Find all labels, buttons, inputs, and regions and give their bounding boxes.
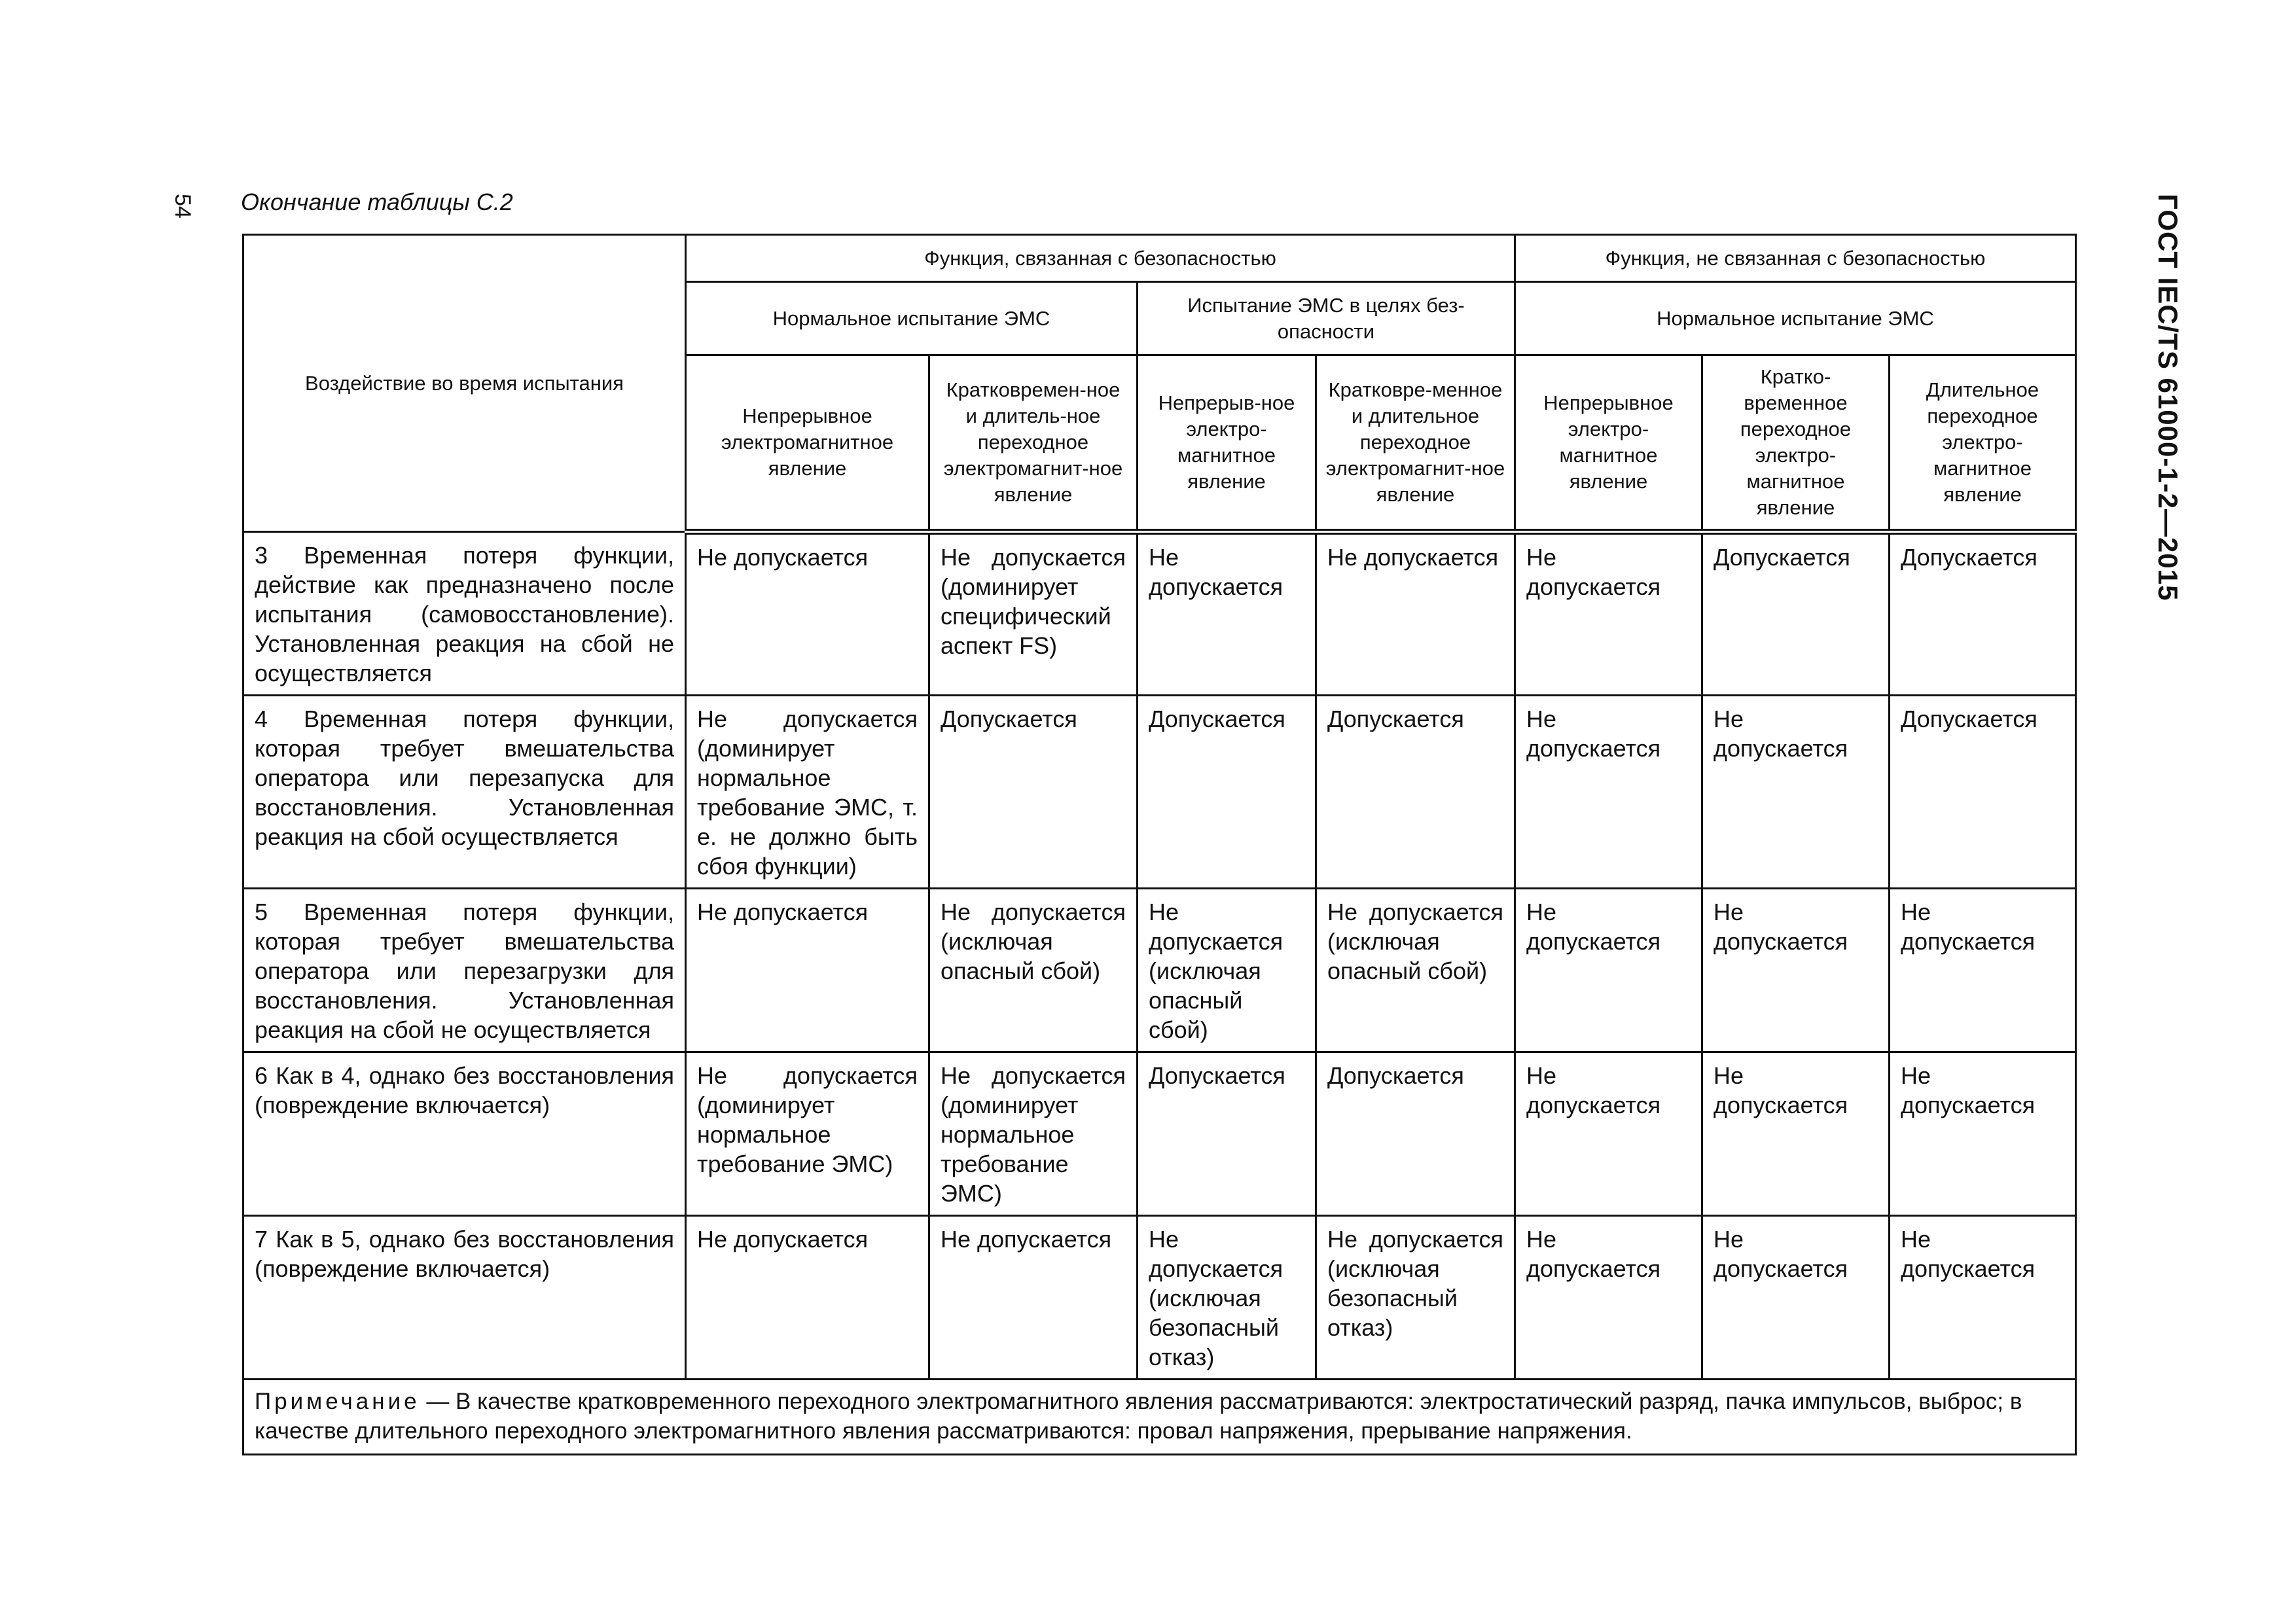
table-cell: Допускается — [929, 696, 1138, 889]
table-cell: Не допускается — [1890, 889, 2076, 1052]
header-col: Кратковре-менное и длительное переходное электромагнит-ное явление — [1316, 355, 1515, 532]
table-cell: Не допускается — [1515, 696, 1702, 889]
table-cell: Не допускается — [1515, 532, 1702, 696]
header-safety-test: Испытание ЭМС в целях без-опасности — [1138, 282, 1515, 355]
header-col: Непрерывное электромагнитное явление — [686, 355, 929, 532]
table-cell: Не допускается (доминирует специфический аспект FS) — [929, 532, 1138, 696]
table-cell: Допускается — [1138, 696, 1316, 889]
table-cell: Не допускается — [1138, 532, 1316, 696]
header-col: Длительное переходное электро-магнитное явление — [1890, 355, 2076, 532]
page-number: 54 — [170, 194, 195, 219]
table-cell: Не допускается — [1702, 696, 1890, 889]
table-cell: Допускается — [1702, 532, 1890, 696]
row-effect: 6 Как в 4, однако без восстановления (повреждение включается) — [243, 1052, 686, 1216]
header-normal-test-2: Нормальное испытание ЭМС — [1515, 282, 2076, 355]
table-cell: Не допускается — [1316, 532, 1515, 696]
table-row — [243, 1052, 2076, 1216]
table-row — [243, 1216, 2076, 1380]
table-cell: Допускается — [1316, 1052, 1515, 1216]
header-col: Кратковремен-ное и длитель-ное переходное электромагнит-ное явление — [929, 355, 1138, 532]
table-cell: Не допускается (исключая опасный сбой) — [929, 889, 1138, 1052]
table-cell: Допускается — [1138, 1052, 1316, 1216]
table-cell: Не допускается — [1890, 1052, 2076, 1216]
header-col: Непрерывное электро-магнитное явление — [1515, 355, 1702, 532]
table-note — [243, 1380, 2076, 1455]
table-cell: Допускается — [1890, 532, 2076, 696]
table-cell: Не допускается — [1702, 889, 1890, 1052]
header-group-nonsafety: Функция, не связанная с безопасностью — [1515, 235, 2076, 282]
standard-title: ГОСТ IEC/TS 61000-1-2—2015 — [2153, 194, 2183, 601]
table-row — [243, 696, 2076, 889]
table-cell: Допускается — [1316, 696, 1515, 889]
header-col: Непрерыв-ное электро-магнитное явление — [1138, 355, 1316, 532]
table-cell: Не допускается — [1702, 1052, 1890, 1216]
row-effect: 5 Временная потеря функции, которая требует вмешательства оператора или перезагрузки для восстановления. Установленная реакция на сбой не осуществляется — [243, 889, 686, 1052]
emc-table — [242, 234, 2077, 1455]
note-label: Примечание — [255, 1389, 420, 1414]
table-cell: Не допускается — [1515, 889, 1702, 1052]
table-cell: Не допускается (доминирует нормальное требование ЭМС) — [929, 1052, 1138, 1216]
table-cell: Не допускается — [686, 532, 929, 696]
table-cell: Не допускается (доминирует нормальное требование ЭМС) — [686, 1052, 929, 1216]
table-cell: Не допускается (исключая опасный сбой) — [1138, 889, 1316, 1052]
header-normal-test-1: Нормальное испытание ЭМС — [686, 282, 1138, 355]
table-cell: Не допускается — [686, 889, 929, 1052]
table-row — [243, 889, 2076, 1052]
table-cell: Допускается — [1890, 696, 2076, 889]
table-cell: Не допускается (исключая безопасный отказ) — [1316, 1216, 1515, 1380]
table-cell: Не допускается (исключая безопасный отказ) — [1138, 1216, 1316, 1380]
table-row — [243, 532, 2076, 696]
table-cell: Не допускается — [1515, 1052, 1702, 1216]
table-cell: Не допускается — [686, 1216, 929, 1380]
header-effect: Воздействие во время испытания — [243, 235, 686, 532]
row-effect: 3 Временная потеря функции, действие как предназначено после испытания (самовосстановление). Установленная реакция на сбой не осуществляется — [243, 532, 686, 696]
table-cell: Не допускается — [1515, 1216, 1702, 1380]
table-cell: Не допускается — [929, 1216, 1138, 1380]
note-text: — В качестве кратковременного переходного электромагнитного явления рассматриваются: электростатический разряд, пачка импульсов, выброс; в качестве длительного переходного электромагнитного явления рассматриваются: провал напряжения, прерывание напряжения. — [255, 1389, 2022, 1444]
table-cell: Не допускается (исключая опасный сбой) — [1316, 889, 1515, 1052]
table-cell: Не допускается (доминирует нормальное требование ЭМС, т. е. не должно быть сбоя функции) — [686, 696, 929, 889]
header-col: Кратко-временное переходное электро-магнитное явление — [1702, 355, 1890, 532]
table-cell: Не допускается — [1890, 1216, 2076, 1380]
header-group-safety: Функция, связанная с безопасностью — [686, 235, 1515, 282]
table-caption: Окончание таблицы С.2 — [241, 188, 513, 215]
row-effect: 7 Как в 5, однако без восстановления (повреждение включается) — [243, 1216, 686, 1380]
row-effect: 4 Временная потеря функции, которая требует вмешательства оператора или перезапуска для восстановления. Установленная реакция на сбой осуществляется — [243, 696, 686, 889]
table-cell: Не допускается — [1702, 1216, 1890, 1380]
